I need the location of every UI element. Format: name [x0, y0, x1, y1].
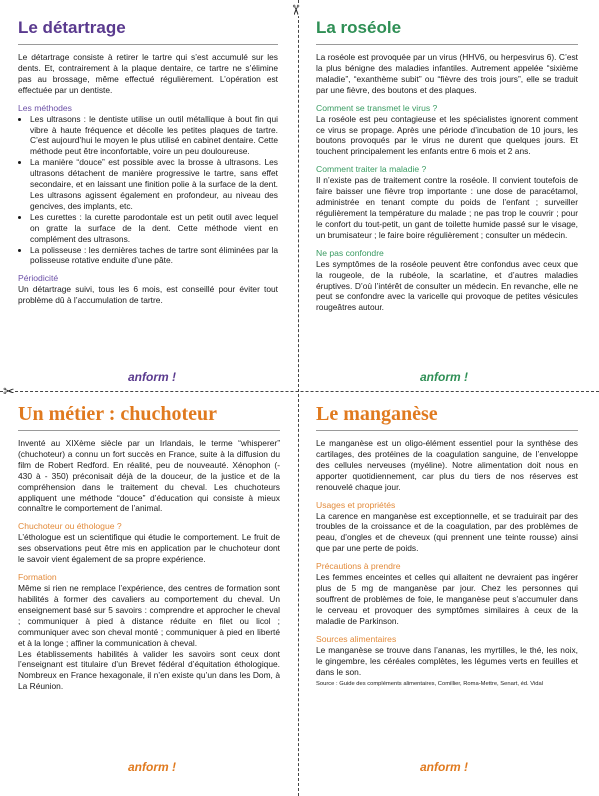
- card-roseole: [316, 16, 578, 384]
- section-heading: Formation: [18, 572, 57, 583]
- section-text: L’éthologue est un scientifique qui étudie le comportement. Le fruit de ses observations peut être mis en application par le chuchoteur dont le savoir vient également de sa propre expérience.: [18, 532, 280, 565]
- section-text: Même si rien ne remplace l’expérience, des centres de formation sont habilités à former des cavaliers au comportement du cheval. Un enseignement basé sur 5 savoirs : comprendre et approcher le cheval ; communiquer à pied à distance réduite en filet ou licol ; communiquer avec son cheval monté ; communiquer à pied en liberté et à la longe ; affiner la communication à cheval.: [18, 583, 280, 648]
- section-heading: Périodicité: [18, 273, 59, 284]
- section-heading: Chuchoteur ou éthologue ?: [18, 521, 122, 532]
- section-heading: Comment traiter la maladie ?: [316, 164, 427, 175]
- brand-logo: anform !: [128, 760, 176, 774]
- card-intro: Le détartrage consiste à retirer le tartre qui s’est accumulé sur les dents. Et, contrairement à la plaque dentaire, ce tartre ne s’élimine pas au brossage, même effectué régulièrement. L’opération est effectuée par un dentiste.: [18, 52, 278, 95]
- list-item: • La polisseuse : les dernières taches de tartre sont éliminées par la polisseuse rotative enduite d’une pâte.: [30, 245, 278, 267]
- section-text: Le manganèse se trouve dans l’ananas, les myrtilles, le thé, les noix, le gingembre, les céréales complètes, les légumes verts en feuilles et dans le son.: [316, 644, 578, 677]
- card-title: Le détartrage: [18, 16, 278, 45]
- card-intro: La roséole est provoquée par un virus (HHV6, ou herpesvirus 6). C’est la plus bénigne des maladies infantiles. Autrement appelée “sixième maladie”, “exanthème subit” ou “fièvre des trois jours”, elle se traduit par une fièvre, des boutons et des plaques.: [316, 52, 578, 95]
- section-text: Les symptômes de la roséole peuvent être confondus avec ceux que la rougeole, de la rubéole, la scarlatine, et d’autres maladies éruptives. D’où l’intérêt de consulter un médecin. En revanche, elle ne peut se confondre avec la varicelle qui provoque de petites vésicules rougeâtres autour.: [316, 258, 578, 313]
- scissors-icon: ✂: [3, 383, 15, 399]
- card-title: Le manganèse: [316, 402, 578, 431]
- card-detartrage: [18, 16, 278, 384]
- section-text: Les établissements habilités à valider les savoirs sont ceux dont l’enseignant est titulaire d’un Brevet fédéral d’équitation éthologique. Nombreux en France hexagonale, il n’en existe qu’un dans les Dom, à La Réunion.: [18, 648, 280, 692]
- brand-logo: anform !: [420, 760, 468, 774]
- section-text: Les femmes enceintes et celles qui allaitent ne devraient pas ingérer plus de 5 mg de manganèse par jour. Chez les personnes qui souffrent de problèmes de foie, le manganèse peut s’accumuler dans le cerveau et provoquer des symptômes similaires à ceux de la maladie de Parkinson.: [316, 572, 578, 626]
- section-heading: Les méthodes: [18, 102, 72, 113]
- section-text: La carence en manganèse est exceptionnelle, et se traduirait par des troubles de la croissance et de la coagulation, par des problèmes de peau, d’ongles et de cheveux (qui prennent une teinte rousse) ainsi que par une perte de poids.: [316, 510, 578, 554]
- card-title: Un métier : chuchoteur: [18, 402, 280, 431]
- section-text: Un détartrage suivi, tous les 6 mois, est conseillé pour éviter tout problème dû à l’accumulation de tartre.: [18, 284, 278, 306]
- card-manganese: [316, 402, 578, 774]
- list-item: • Les ultrasons : le dentiste utilise un outil métallique à bout fin qui vibre à haute fréquence et décolle les petites plaques de tartre. C’est aujourd’hui le moyen le plus utilisé en cabinet dentaire. Cette méthode peut être inconfortable, voire un peu douloureuse.: [30, 114, 278, 158]
- card-title: La roséole: [316, 16, 578, 45]
- brand-logo: anform !: [128, 370, 176, 384]
- scissors-icon: ✂: [287, 4, 304, 16]
- source-citation: Source : Guide des compléments alimentaires, Comillier, Roma-Mettre, Senart, éd. Vidal: [316, 681, 544, 688]
- list-item: • Les curettes : la curette parodontale est un petit outil avec lequel on gratte la surface de la dent. Cette méthode vient en complément des ultrasons.: [30, 212, 278, 245]
- section-heading: Comment se transmet le virus ?: [316, 102, 438, 113]
- section-heading: Ne pas confondre: [316, 247, 384, 258]
- brand-logo: anform !: [420, 370, 468, 384]
- card-chuchoteur: [18, 402, 280, 774]
- section-heading: Usages et propriétés: [316, 499, 396, 510]
- section-text: Il n’existe pas de traitement contre la roséole. Il convient toutefois de faire baisser une fièvre trop importante : une dose de paracétamol, administrée en tenant compte du poids de l’enfant ; surveiller régulièrement la température du malade ; ne pas trop le couvrir ; pour le confort du tout-petit, un gant de toilette humide passé sur le visage, un brumisateur ; le faire boire régulièrement ; consulter un médecin.: [316, 175, 578, 240]
- card-intro: Inventé au XIXème siècle par un Irlandais, le terme “whisperer” (chuchoteur) a connu un fort succès en France, suite à la diffusion du film de Robert Redford. En réalité, peu de nouveauté. Xénophon (- 430 à - 350) préconisait déjà de la douceur, de la justice et de la compréhension dans le traitement du cheval. Les chuchoteurs appliquent une méthode “douce” d’éducation qui consiste à mieux connaître le comportement de l’animal.: [18, 438, 280, 514]
- cut-line-vertical: [298, 0, 299, 796]
- section-text: La roséole est peu contagieuse et les spécialistes ignorent comment ce virus se propage. Après une période d’incubation de 10 jours, les boutons provoqués par le virus ne durent que quelques jours. Et touchent principalement les enfants entre 6 mois et 2 ans.: [316, 113, 578, 157]
- list-item: • La manière “douce” est possible avec la brosse à ultrasons. Les ultrasons détachent de manière progressive le tartre, sans effet secondaire, et en laissant une finition polie à la surface de la dent. Les ultrasons agissent également en profondeur, au niveau des gencives, des implants, etc.: [30, 157, 278, 212]
- card-intro: Le manganèse est un oligo-élément essentiel pour la synthèse des cartilages, des protéines de la coagulation sanguine, de l’enveloppe des cellules nerveuses (myéline). Notre alimentation doit nous en apporter quotidiennement, car plus du tiers de nos réserves est renouvelé chaque jour.: [316, 438, 578, 492]
- section-heading: Sources alimentaires: [316, 633, 397, 644]
- cut-line-horizontal: [0, 391, 599, 392]
- section-heading: Précautions à prendre: [316, 561, 401, 572]
- methods-list: [18, 114, 278, 267]
